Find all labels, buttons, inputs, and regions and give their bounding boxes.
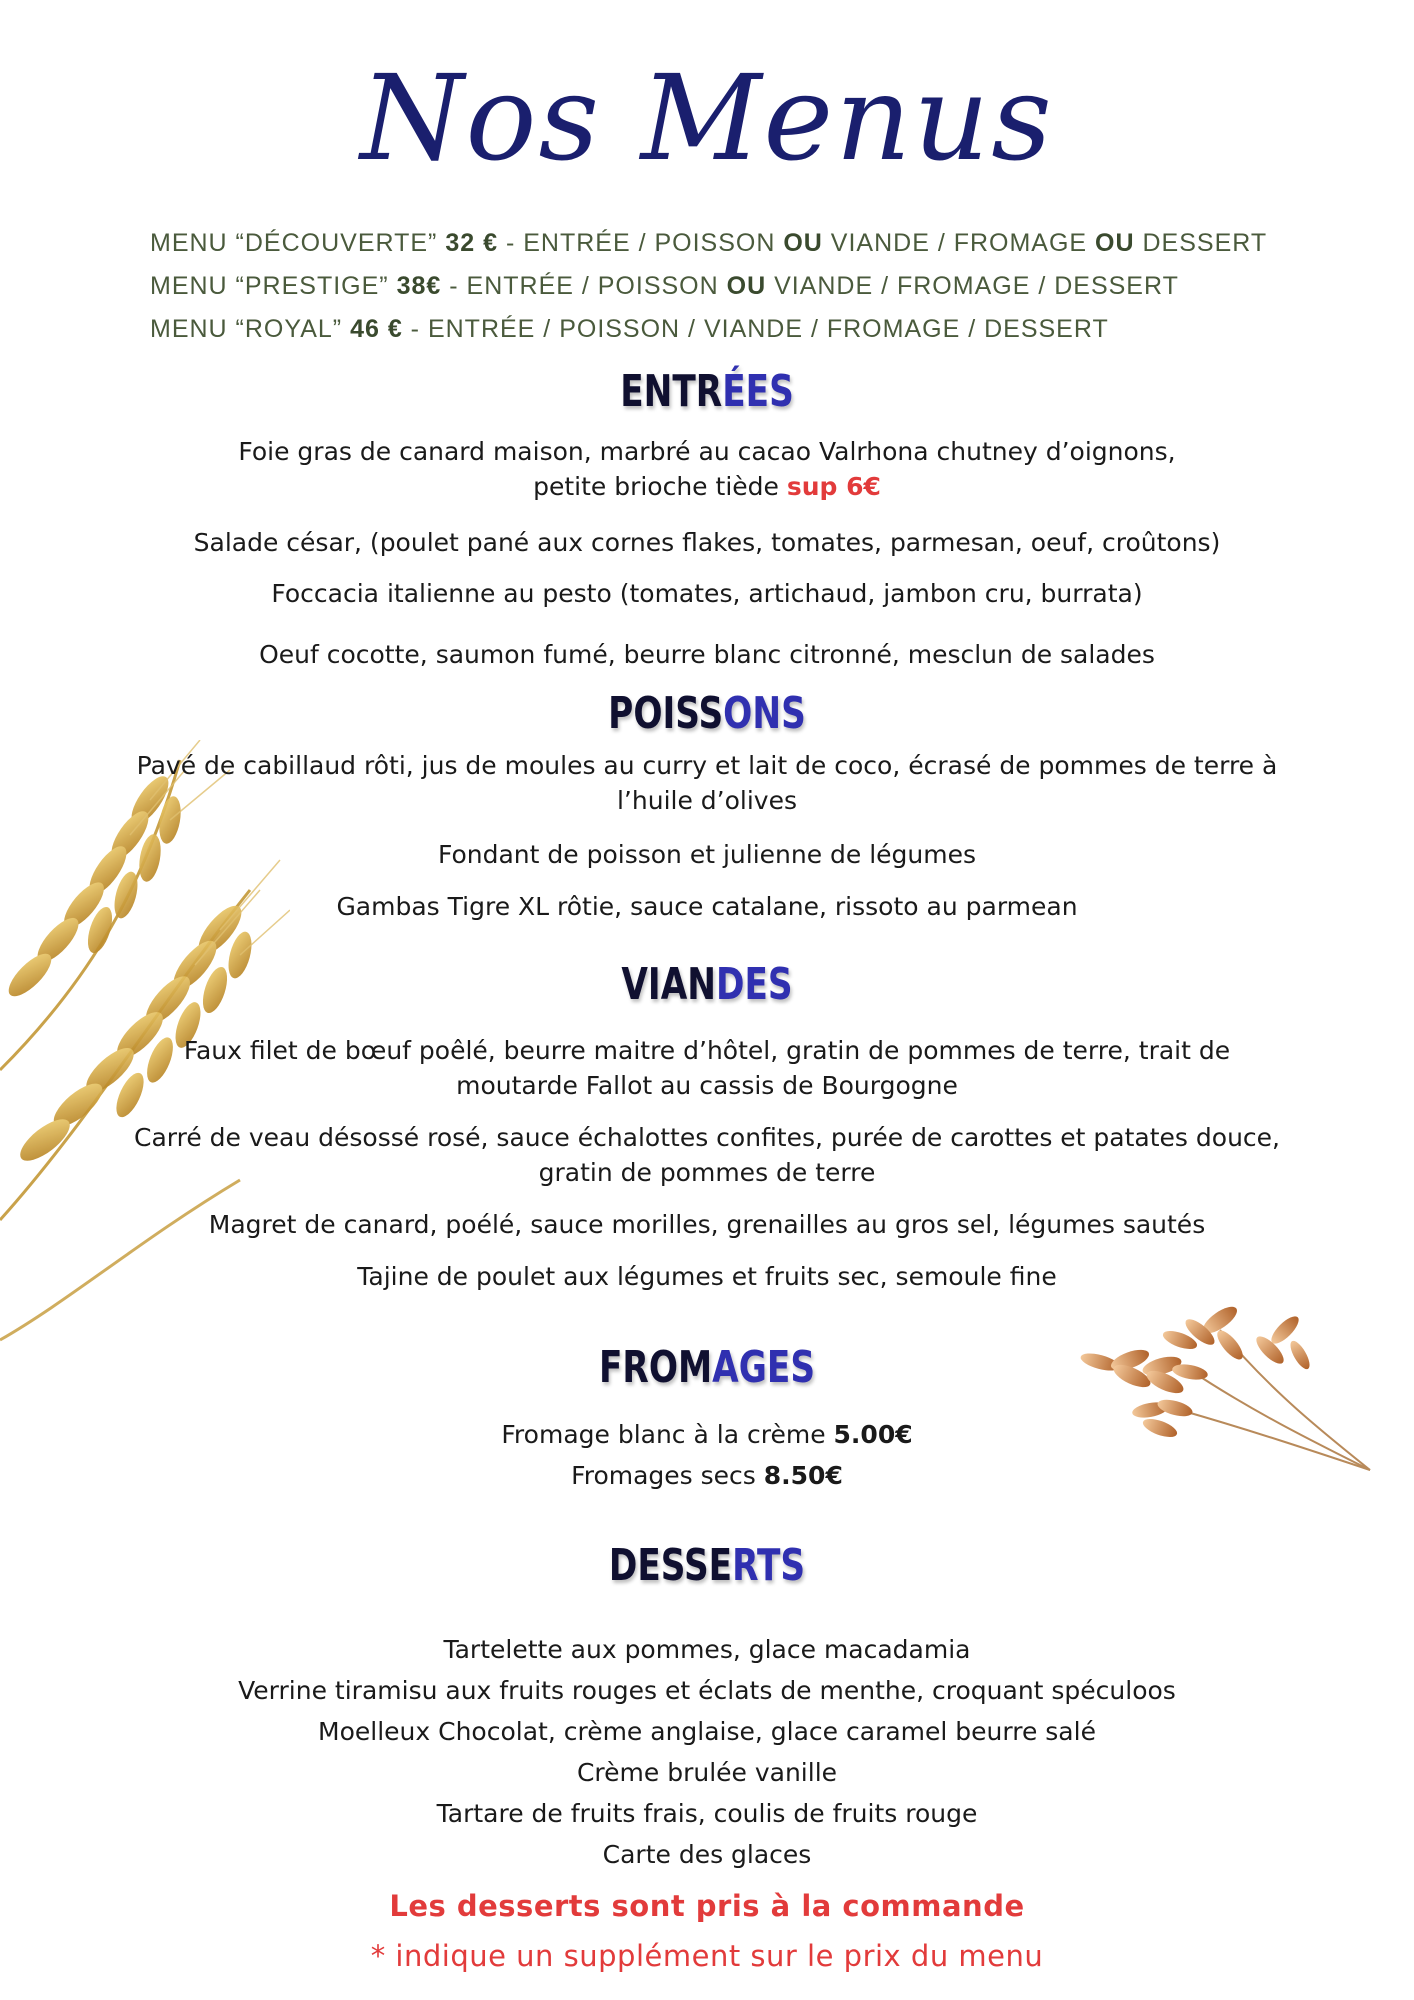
menu-formulas — [150, 222, 1350, 351]
price-label: 5.00€ — [833, 1420, 913, 1449]
price-label: 8.50€ — [763, 1461, 843, 1490]
menu-item: Tartelette aux pommes, glace macadamia — [443, 1635, 971, 1664]
supplement-note: * indique un supplément sur le prix du menu — [370, 1939, 1044, 1973]
desserts-order-note: Les desserts sont pris à la commande — [389, 1889, 1025, 1923]
section-title-viandes: VIANDES — [621, 959, 793, 1010]
menu-item: Gambas Tigre XL rôtie, sauce catalane, rissoto au parmean — [336, 892, 1078, 921]
menu-item: Magret de canard, poélé, sauce morilles, grenailles au gros sel, légumes sautés — [208, 1210, 1206, 1239]
menu-formula-decouverte: MENU “DÉCOUVERTE” 32 € - ENTRÉE / POISSON OU VIANDE / FROMAGE OU DESSERT — [150, 229, 1268, 257]
section-title-desserts: DESSERTS — [608, 1540, 806, 1591]
menu-item: Crème brulée vanille — [576, 1758, 838, 1787]
menu-item: Moelleux Chocolat, crème anglaise, glace caramel beurre salé — [318, 1717, 1096, 1746]
menu-item: Foie gras de canard maison, marbré au cacao Valrhona chutney d’oignons, petite brioche tiède sup 6€ — [238, 437, 1176, 501]
page-title: Nos Menus — [360, 49, 1054, 187]
menu-item: Fromage blanc à la crème 5.00€ — [501, 1420, 913, 1449]
section-title-fromages: FROMAGES — [598, 1342, 816, 1393]
menu-item: Faux filet de bœuf poêlé, beurre maitre d’hôtel, gratin de pommes de terre, trait de moutarde Fallot au cassis de Bourgogne — [183, 1036, 1231, 1100]
menu-formula-royal: MENU “ROYAL” 46 € - ENTRÉE / POISSON / VIANDE / FROMAGE / DESSERT — [150, 315, 1109, 343]
menu-item: Fondant de poisson et julienne de légumes — [437, 840, 977, 869]
section-title-entrees: ENTRÉES — [620, 366, 794, 417]
menu-item: Salade césar, (poulet pané aux cornes flakes, tomates, parmesan, oeuf, croûtons) — [193, 528, 1221, 557]
menu-item: Tartare de fruits frais, coulis de fruits rouge — [436, 1799, 978, 1828]
menu-item: Tajine de poulet aux légumes et fruits sec, semoule fine — [357, 1262, 1057, 1291]
menu-item: Foccacia italienne au pesto (tomates, artichaud, jambon cru, burrata) — [271, 579, 1143, 608]
menu-item: Verrine tiramisu aux fruits rouges et éclats de menthe, croquant spéculoos — [238, 1676, 1176, 1705]
menu-item: Carte des glaces — [602, 1840, 812, 1869]
menu-item: Oeuf cocotte, saumon fumé, beurre blanc citronné, mesclun de salades — [259, 640, 1155, 669]
menu-formula-prestige: MENU “PRESTIGE” 38€ - ENTRÉE / POISSON OU VIANDE / FROMAGE / DESSERT — [150, 272, 1179, 300]
section-title-poissons: POISSONS — [608, 688, 806, 739]
menu-item: Fromages secs 8.50€ — [571, 1461, 843, 1490]
menu-item: Pavé de cabillaud rôti, jus de moules au curry et lait de coco, écrasé de pommes de terre à l’huile d’olives — [136, 751, 1278, 815]
supplement-badge: sup 6€ — [786, 472, 881, 501]
menu-item: Carré de veau désossé rosé, sauce échalottes confites, purée de carottes et patates douce, gratin de pommes de terre — [134, 1123, 1280, 1187]
